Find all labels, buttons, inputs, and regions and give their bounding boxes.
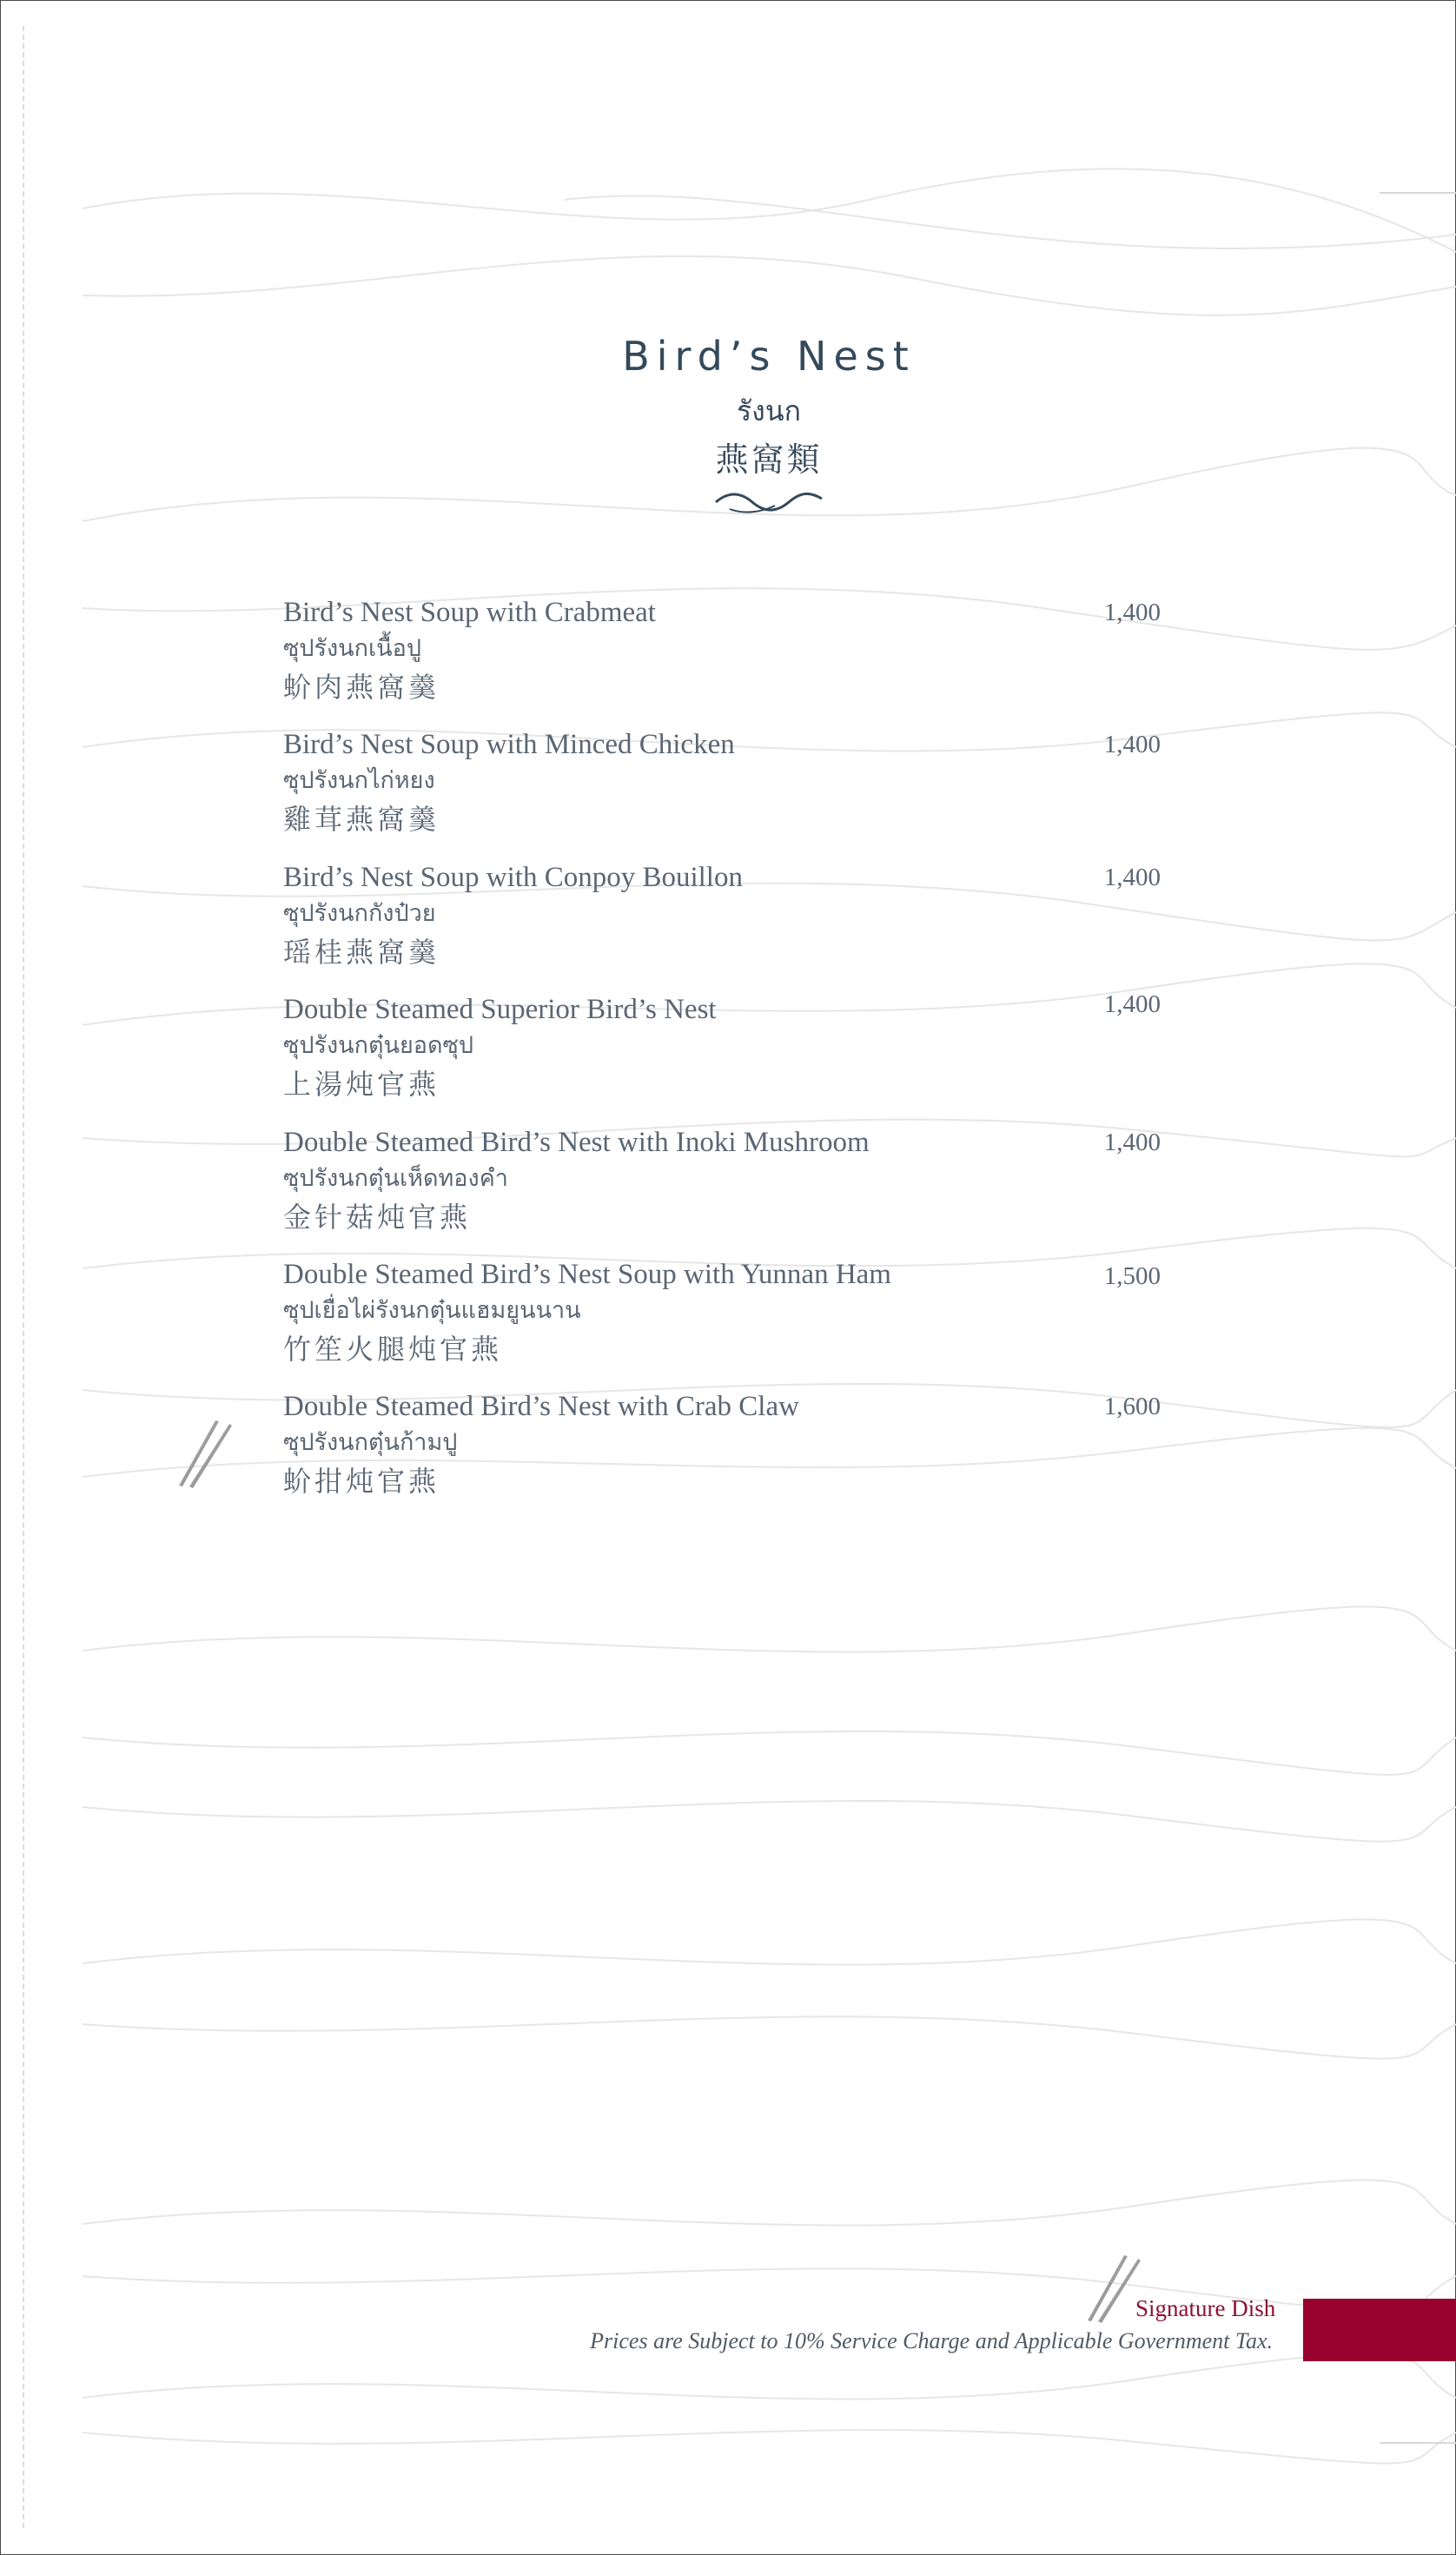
menu-item-name-english: Double Steamed Superior Bird’s Nest — [283, 994, 717, 1025]
menu-item-name-chinese: 竹笙火腿炖官燕 — [283, 1333, 503, 1366]
menu-item-name-thai: ซุปรังนกกังป๋วย — [283, 900, 436, 927]
wave-flourish-icon — [712, 487, 825, 516]
menu-item-name-thai: ซุปรังนกไก่หยง — [283, 767, 435, 794]
menu-item — [283, 1256, 1161, 1369]
menu-item-name-chinese: 瑶桂燕窩羹 — [283, 936, 440, 969]
edge-tick-bottom — [1380, 2442, 1456, 2444]
menu-item-name-english: Bird’s Nest Soup with Crabmeat — [283, 597, 656, 628]
menu-item-name-english: Double Steamed Bird’s Nest with Crab Claw — [283, 1391, 799, 1422]
chopsticks-icon — [174, 1419, 235, 1488]
menu-item-price: 1,400 — [1103, 731, 1161, 758]
menu-item-name-chinese: 上湯炖官燕 — [283, 1068, 440, 1101]
legend-chopsticks-icon — [1082, 2254, 1143, 2323]
menu-item-name-english: Double Steamed Bird’s Nest Soup with Yunnan Ham — [283, 1259, 891, 1290]
menu-item-name-thai: ซุปรังนกตุ๋นยอดซุป — [283, 1032, 473, 1059]
menu-item-price: 1,500 — [1103, 1262, 1161, 1290]
edge-tick-top — [1380, 192, 1456, 194]
menu-item — [283, 991, 1161, 1104]
menu-item — [283, 1124, 1161, 1237]
signature-color-bar — [1303, 2299, 1456, 2361]
menu-item-name-english: Bird’s Nest Soup with Conpoy Bouillon — [283, 862, 743, 893]
menu-item-name-chinese: 金针菇炖官燕 — [283, 1201, 472, 1234]
menu-item — [283, 726, 1161, 839]
menu-item-name-english: Bird’s Nest Soup with Minced Chicken — [283, 729, 735, 760]
section-title-english: Bird’s Nest — [622, 333, 916, 380]
menu-item-price: 1,400 — [1103, 599, 1161, 626]
menu-item-name-english: Double Steamed Bird’s Nest with Inoki Mushroom — [283, 1127, 870, 1158]
signature-dish-label: Signature Dish — [1135, 2295, 1276, 2321]
menu-item-name-chinese: 蚧拑炖官燕 — [283, 1465, 440, 1498]
menu-item-price: 1,400 — [1103, 864, 1161, 891]
section-title-thai: รังนก — [736, 394, 802, 427]
section-title-chinese: 燕窩類 — [715, 440, 823, 479]
menu-item-price: 1,400 — [1103, 990, 1161, 1018]
menu-item-price: 1,400 — [1103, 1129, 1161, 1156]
menu-item — [283, 859, 1161, 972]
menu-item-name-thai: ซุปเยื่อไผ่รังนกตุ๋นแฮมยูนนาน — [283, 1297, 581, 1324]
menu-item-name-chinese: 蚧肉燕窩羹 — [283, 671, 440, 704]
menu-item-name-chinese: 雞茸燕窩羹 — [283, 803, 440, 836]
menu-item-name-thai: ซุปรังนกเนื้อปู — [283, 635, 421, 662]
menu-item-name-thai: ซุปรังนกตุ๋นก้ามปู — [283, 1429, 458, 1456]
menu-item — [283, 1388, 1161, 1501]
menu-item-name-thai: ซุปรังนกตุ๋นเห็ดทองคำ — [283, 1165, 508, 1192]
menu-item — [283, 594, 1161, 707]
service-charge-note: Prices are Subject to 10% Service Charge and Applicable Government Tax. — [590, 2328, 1273, 2353]
section-header — [0, 330, 1456, 516]
menu-item-price: 1,600 — [1103, 1393, 1161, 1420]
